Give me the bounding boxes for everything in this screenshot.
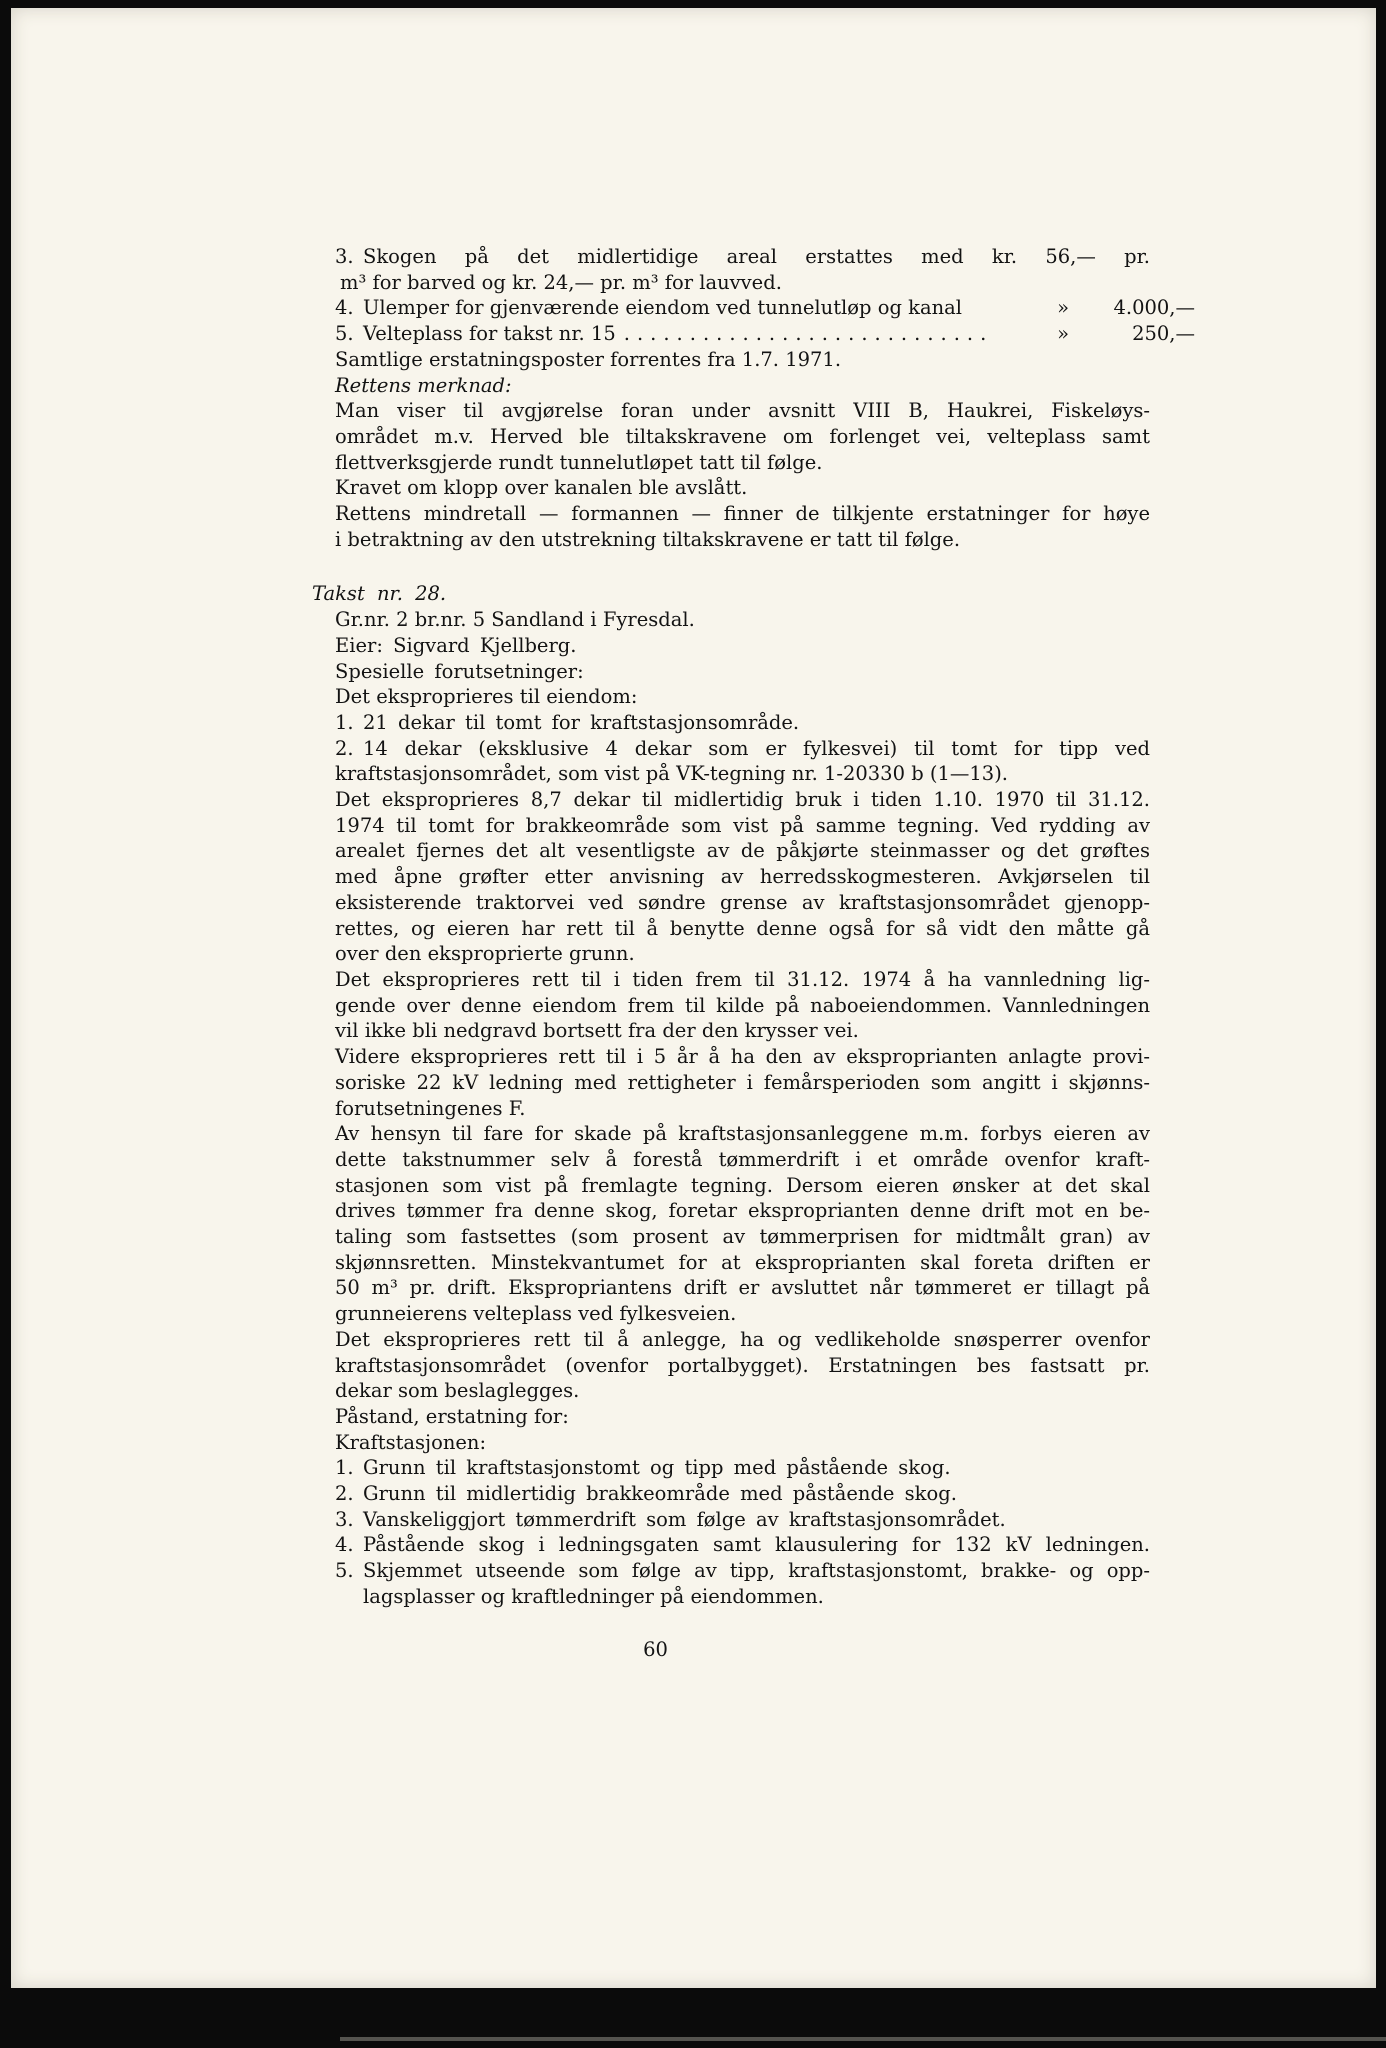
doc-line: 1974 til tomt for brakkeområde som vist på samme tegning. Ved rydding av xyxy=(335,813,1150,837)
doc-line: taling som fastsettes (som prosent av tømmerprisen for midtmålt gran) av xyxy=(335,1225,1150,1249)
eiendom-item-1 xyxy=(335,710,1150,736)
ditto-mark: » xyxy=(1057,322,1069,346)
doc-line: kraftstasjonsområdet (ovenfor portalbygget). Erstatningen bes fastsatt pr. xyxy=(335,1353,1150,1377)
doc-line: vil ikke bli nedgravd bortsett fra der den krysser vei. xyxy=(335,1019,859,1043)
doc-line: Man viser til avgjørelse foran under avsnitt VIII B, Haukrei, Fiskeløys- xyxy=(335,399,1150,423)
list-number: 2. xyxy=(335,1482,354,1506)
remark-heading: Rettens merknad: xyxy=(335,373,512,397)
doc-line: Videre eksproprieres rett til i 5 år å ha den av eksproprianten anlagte provi- xyxy=(335,1045,1150,1069)
doc-line: Det eksproprieres rett til å anlegge, ha og vedlikeholde snøsperrer ovenfor xyxy=(335,1327,1150,1351)
conditions-heading: Spesielle forutsetninger: xyxy=(335,659,584,683)
doc-line: stasjonen som vist på fremlagte tegning. Dersom eieren ønsker at det skal xyxy=(335,1173,1150,1197)
doc-line: Det eksproprieres 8,7 dekar til midlertidig bruk i tiden 1.10. 1970 til 31.12. xyxy=(335,788,1150,812)
interest-line: Samtlige erstatningsposter forrentes fra 1.7. 1971. xyxy=(335,347,842,371)
list-number: 4. xyxy=(335,296,354,320)
takst27-item-4 xyxy=(335,295,1195,321)
doc-line: arealet fjernes det alt vesentligste av de påkjørte steinmasser og det grøftes xyxy=(335,839,1150,863)
list-number: 3. xyxy=(335,1507,354,1531)
doc-line: skjønnsretten. Minstekvantumet for at eksproprianten skal foreta driften er xyxy=(335,1250,1150,1274)
claim-subheading: Kraftstasjonen: xyxy=(335,1430,487,1454)
doc-line: over den eksproprierte grunn. xyxy=(335,942,635,966)
doc-line: området m.v. Herved ble tiltakskravene om forlenget vei, velteplass samt xyxy=(335,424,1150,448)
page-number: 60 xyxy=(643,1637,668,1661)
list-number: 1. xyxy=(335,1456,354,1480)
doc-line: Kravet om klopp over kanalen ble avslått. xyxy=(335,476,748,500)
amount-value: 250,— xyxy=(1132,322,1195,346)
doc-line: forutsetningenes F. xyxy=(335,1096,526,1120)
list-item-text: Vanskeliggjort tømmerdrift som følge av kraftstasjonsområdet. xyxy=(363,1507,1006,1531)
spacer xyxy=(962,295,1057,321)
list-item-text: Skogen på det midlertidige areal erstattes med kr. 56,— pr. xyxy=(363,245,1150,268)
takst27-item-3 xyxy=(335,244,1150,270)
list-number: 3. xyxy=(335,245,354,268)
doc-line: rettes, og eieren har rett til å benytte denne også for så vidt den måtte gå xyxy=(335,916,1150,940)
list-item-text: 21 dekar til tomt for kraftstasjonsområde. xyxy=(363,710,800,734)
list-item-text: Ulemper for gjenværende eiendom ved tunnelutløp og kanal xyxy=(363,296,962,320)
list-number: 5. xyxy=(335,1559,354,1583)
list-number: 5. xyxy=(335,322,354,346)
list-item-text: Velteplass for takst nr. 15 xyxy=(363,322,616,346)
property-line: Gr.nr. 2 br.nr. 5 Sandland i Fyresdal. xyxy=(335,608,695,632)
claim-item-5 xyxy=(335,1558,1150,1584)
owner-line: Eier: Sigvard Kjellberg. xyxy=(335,633,577,657)
doc-line: grunneierens velteplass ved fylkesveien. xyxy=(335,1302,737,1326)
doc-line: dekar som beslaglegges. xyxy=(335,1379,580,1403)
doc-line: i betraktning av den utstrekning tiltakskravene er tatt til følge. xyxy=(335,527,961,551)
text-column xyxy=(312,244,1195,1662)
doc-line: dette takstnummer selv å forestå tømmerdrift i et område ovenfor kraft- xyxy=(335,1147,1150,1171)
claim-heading: Påstand, erstatning for: xyxy=(335,1404,569,1428)
claim-item-4 xyxy=(335,1532,1150,1558)
list-number: 1. xyxy=(335,710,354,734)
doc-line: 50 m³ pr. drift. Ekspropriantens drift er avsluttet når tømmeret er tillagt på xyxy=(335,1276,1150,1300)
doc-line: Av hensyn til fare for skade på kraftstasjonsanleggene m.m. forbys eieren av xyxy=(335,1122,1150,1146)
list-number: 2. xyxy=(335,736,354,760)
doc-line: Rettens mindretall — formannen — finner de tilkjente erstatninger for høye xyxy=(335,502,1150,526)
scan-page xyxy=(11,8,1376,1988)
scan-artifact-line xyxy=(340,2037,1386,2041)
claim-item-3 xyxy=(335,1507,1150,1533)
dotted-leader: ............................ xyxy=(623,322,994,346)
list-number: 4. xyxy=(335,1533,354,1557)
takst28-heading: Takst nr. 28. xyxy=(312,582,447,606)
list-item-text: Påstående skog i ledningsgaten samt klausulering for 132 kV ledningen. xyxy=(363,1533,1150,1557)
takst27-item-5 xyxy=(335,321,1195,347)
expropriation-heading: Det eksproprieres til eiendom: xyxy=(335,685,638,709)
claim-item-1 xyxy=(335,1455,1150,1481)
doc-line: drives tømmer fra denne skog, foretar eksproprianten denne drift mot en be- xyxy=(335,1199,1150,1223)
doc-line: Det eksproprieres rett til i tiden frem til 31.12. 1974 å ha vannledning lig- xyxy=(335,967,1150,991)
amount-value: 4.000,— xyxy=(1113,296,1195,320)
doc-line: med åpne grøfter etter anvisning av herredsskogmesteren. Avkjørselen til xyxy=(335,865,1150,889)
eiendom-item-2 xyxy=(335,736,1150,762)
doc-line: soriske 22 kV ledning med rettigheter i femårsperioden som angitt i skjønns- xyxy=(335,1070,1150,1094)
doc-line: eksisterende traktorvei ved søndre grense av kraftstasjonsområdet gjenopp- xyxy=(335,890,1150,914)
list-item-text: Grunn til midlertidig brakkeområde med påstående skog. xyxy=(363,1482,957,1506)
list-item-text: 14 dekar (eksklusive 4 dekar som er fylkesvei) til tomt for tipp ved xyxy=(363,736,1150,760)
list-item-text: Skjemmet utseende som følge av tipp, kraftstasjonstomt, brakke- og opp- xyxy=(363,1559,1150,1583)
ditto-mark: » xyxy=(1057,296,1069,320)
eiendom-item-2-cont: kraftstasjonsområdet, som vist på VK-tegning nr. 1-20330 b (1—13). xyxy=(335,762,1009,786)
list-item-text: Grunn til kraftstasjonstomt og tipp med påstående skog. xyxy=(363,1456,951,1480)
claim-item-5-cont: lagsplasser og kraftledninger på eiendommen. xyxy=(363,1584,824,1608)
doc-line: flettverksgjerde rundt tunnelutløpet tatt til følge. xyxy=(335,450,823,474)
doc-line: gende over denne eiendom frem til kilde på naboeiendommen. Vannledningen xyxy=(335,993,1150,1017)
takst27-item-3-cont: m³ for barved og kr. 24,— pr. m³ for lauvved. xyxy=(340,270,782,294)
claim-item-2 xyxy=(335,1481,1150,1507)
